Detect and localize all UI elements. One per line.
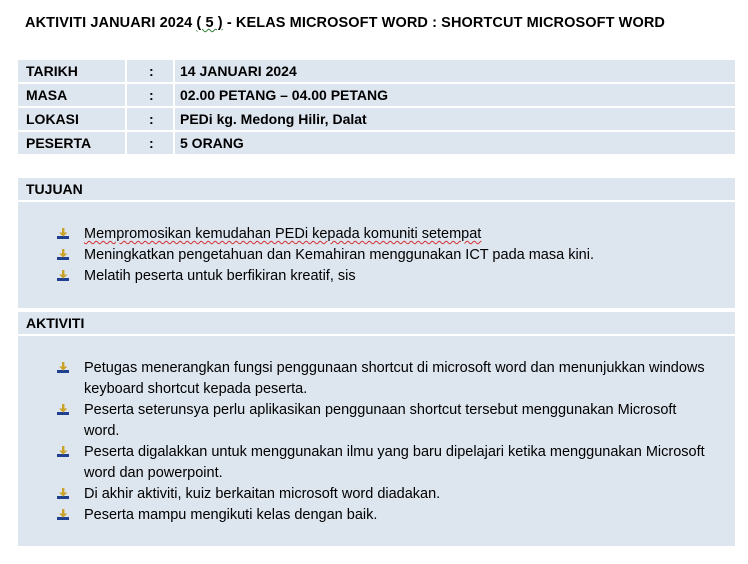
arrow-bullet-icon [56,227,70,241]
info-value: 02.00 PETANG – 04.00 PETANG [175,84,735,106]
info-table [18,60,735,156]
info-row-masa [18,84,735,106]
list-item: Peserta mampu mengikuti kelas dengan baik. [56,505,715,526]
info-row-peserta [18,132,735,154]
list-item: Mempromosikan kemudahan PEDi kepada komuniti setempat [56,224,715,245]
arrow-bullet-icon [56,269,70,283]
title-suffix: - KELAS MICROSOFT WORD : SHORTCUT MICROSOFT WORD [222,15,665,31]
info-row-lokasi [18,108,735,130]
aktiviti-heading: AKTIVITI [18,312,735,334]
list-item: Di akhir aktiviti, kuiz berkaitan microsoft word diadakan. [56,484,715,505]
arrow-bullet-icon [56,403,70,417]
aktiviti-body [18,336,735,546]
info-separator: : [127,108,173,130]
info-value: PEDi kg. Medong Hilir, Dalat [175,108,735,130]
tujuan-body [18,202,735,308]
info-row-tarikh [18,60,735,82]
arrow-bullet-icon [56,445,70,459]
info-label: MASA [18,84,125,106]
info-label: TARIKH [18,60,125,82]
info-value: 5 ORANG [175,132,735,154]
list-item: Peserta seterunsya perlu aplikasikan penggunaan shortcut tersebut menggunakan Microsoft word. [56,400,715,442]
info-separator: : [127,60,173,82]
list-item: Meningkatkan pengetahuan dan Kemahiran menggunakan ICT pada masa kini. [56,245,715,266]
title-prefix: AKTIVITI JANUARI 2024 [25,15,197,31]
info-separator: : [127,84,173,106]
info-label: PESERTA [18,132,125,154]
document-title [25,15,665,31]
info-label: LOKASI [18,108,125,130]
title-session-number: ( 5 ) [196,15,223,31]
aktiviti-list [56,358,715,526]
arrow-bullet-icon [56,248,70,262]
info-value: 14 JANUARI 2024 [175,60,735,82]
list-item: Peserta digalakkan untuk menggunakan ilmu yang baru dipelajari ketika menggunakan Microsoft word dan powerpoint. [56,442,715,484]
list-item: Melatih peserta untuk berfikiran kreatif, sis [56,266,715,287]
list-item: Petugas menerangkan fungsi penggunaan shortcut di microsoft word dan menunjukkan windows keyboard shortcut kepada peserta. [56,358,715,400]
info-separator: : [127,132,173,154]
arrow-bullet-icon [56,487,70,501]
arrow-bullet-icon [56,361,70,375]
tujuan-list [56,224,715,287]
arrow-bullet-icon [56,508,70,522]
tujuan-heading: TUJUAN [18,178,735,200]
